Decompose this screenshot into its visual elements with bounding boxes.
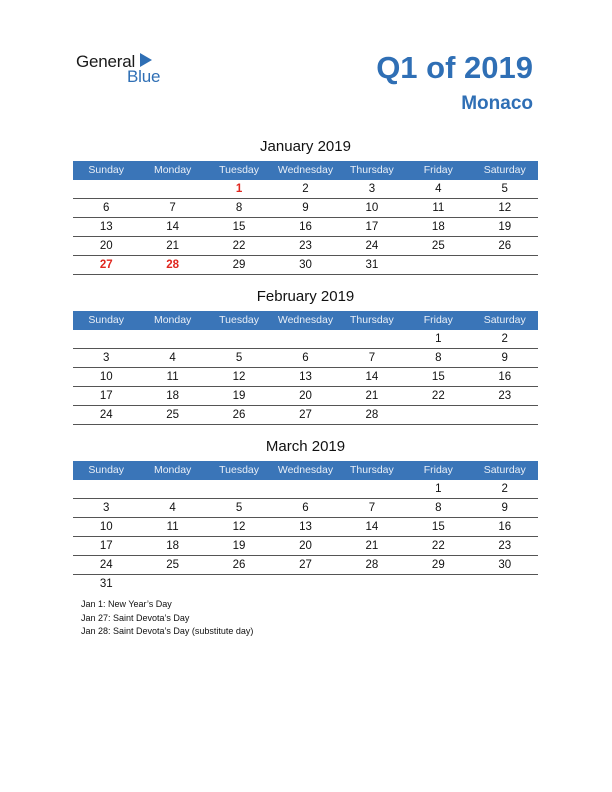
day-cell: 8 bbox=[235, 202, 243, 214]
logo-blue-text: Blue bbox=[127, 67, 161, 86]
day-cell: 24 bbox=[99, 559, 113, 571]
day-cell: 23 bbox=[299, 240, 312, 252]
week-row bbox=[73, 406, 538, 425]
day-cell: 12 bbox=[232, 371, 246, 383]
day-cell: 11 bbox=[166, 521, 179, 533]
day-cell: 23 bbox=[498, 390, 512, 402]
weeks-grid bbox=[73, 330, 538, 425]
week-row bbox=[73, 349, 538, 368]
day-cell: 5 bbox=[501, 183, 508, 195]
day-cell: 20 bbox=[299, 540, 312, 552]
day-cell: 6 bbox=[302, 502, 309, 514]
empty-day-cell bbox=[405, 406, 471, 424]
empty-day-cell bbox=[139, 180, 205, 198]
week-row bbox=[73, 556, 538, 575]
weekday-sunday: Sunday bbox=[88, 314, 125, 326]
weekday-friday: Friday bbox=[423, 164, 453, 176]
day-cell: 21 bbox=[166, 240, 180, 252]
day-cell: 15 bbox=[431, 371, 445, 383]
day-cell: 4 bbox=[169, 352, 176, 364]
weekday-thursday: Thursday bbox=[350, 464, 394, 476]
empty-day-cell bbox=[272, 330, 338, 348]
logo-flag-icon bbox=[140, 53, 152, 67]
weekday-friday: Friday bbox=[423, 314, 453, 326]
empty-day-cell bbox=[472, 575, 538, 593]
day-cell: 10 bbox=[99, 371, 113, 383]
day-cell: 1 bbox=[235, 183, 243, 195]
holiday-note: Jan 27: Saint Devota’s Day bbox=[81, 612, 190, 623]
day-cell: 2 bbox=[501, 333, 508, 345]
day-cell: 29 bbox=[431, 559, 445, 571]
week-row bbox=[73, 499, 538, 518]
week-row bbox=[73, 180, 538, 199]
page-title: Q1 of 2019 bbox=[376, 50, 533, 85]
weekday-sunday: Sunday bbox=[88, 164, 125, 176]
month-march bbox=[73, 437, 538, 593]
day-cell: 23 bbox=[498, 540, 512, 552]
day-cell: 28 bbox=[166, 259, 180, 271]
empty-day-cell bbox=[73, 180, 139, 198]
month-title: March 2019 bbox=[265, 438, 346, 455]
month-title: February 2019 bbox=[256, 288, 355, 305]
day-cell: 19 bbox=[498, 221, 512, 233]
weekday-header bbox=[73, 161, 538, 180]
day-cell: 20 bbox=[99, 240, 113, 252]
day-cell: 10 bbox=[99, 521, 113, 533]
country-title: Monaco bbox=[461, 93, 533, 114]
weekday-tuesday: Tuesday bbox=[219, 164, 259, 176]
day-cell: 8 bbox=[435, 502, 442, 514]
day-cell: 31 bbox=[99, 578, 113, 590]
day-cell: 22 bbox=[232, 240, 246, 252]
empty-day-cell bbox=[73, 330, 139, 348]
month-january bbox=[73, 137, 538, 275]
week-row bbox=[73, 256, 538, 275]
day-cell: 24 bbox=[99, 409, 113, 421]
weekday-wednesday: Wednesday bbox=[277, 464, 334, 476]
empty-day-cell bbox=[472, 406, 538, 424]
empty-day-cell bbox=[405, 575, 471, 593]
weekday-monday: Monday bbox=[153, 314, 192, 326]
empty-day-cell bbox=[139, 480, 205, 498]
empty-day-cell bbox=[339, 480, 405, 498]
day-cell: 27 bbox=[299, 409, 312, 421]
day-cell: 17 bbox=[99, 540, 113, 552]
day-cell: 19 bbox=[232, 540, 246, 552]
empty-day-cell bbox=[272, 480, 338, 498]
weekday-monday: Monday bbox=[153, 164, 192, 176]
weekday-wednesday: Wednesday bbox=[277, 164, 334, 176]
week-row bbox=[73, 330, 538, 349]
day-cell: 1 bbox=[435, 333, 442, 345]
day-cell: 4 bbox=[169, 502, 176, 514]
day-cell: 13 bbox=[299, 371, 312, 383]
day-cell: 26 bbox=[498, 240, 512, 252]
weekday-tuesday: Tuesday bbox=[219, 464, 259, 476]
day-cell: 28 bbox=[365, 559, 379, 571]
day-cell: 11 bbox=[166, 371, 179, 383]
week-row bbox=[73, 237, 538, 256]
empty-day-cell bbox=[206, 330, 272, 348]
week-row bbox=[73, 368, 538, 387]
day-cell: 25 bbox=[166, 559, 180, 571]
day-cell: 16 bbox=[498, 521, 512, 533]
day-cell: 14 bbox=[365, 521, 379, 533]
empty-day-cell bbox=[206, 575, 272, 593]
day-cell: 5 bbox=[235, 352, 243, 364]
weekday-friday: Friday bbox=[423, 464, 453, 476]
day-cell: 25 bbox=[431, 240, 445, 252]
day-cell: 21 bbox=[365, 540, 379, 552]
empty-day-cell bbox=[139, 330, 205, 348]
day-cell: 18 bbox=[166, 390, 180, 402]
logo bbox=[76, 52, 176, 88]
day-cell: 15 bbox=[431, 521, 445, 533]
weekday-saturday: Saturday bbox=[483, 164, 526, 176]
day-cell: 17 bbox=[99, 390, 113, 402]
day-cell: 27 bbox=[99, 259, 113, 271]
day-cell: 22 bbox=[431, 540, 445, 552]
day-cell: 3 bbox=[103, 502, 110, 514]
empty-day-cell bbox=[472, 256, 538, 274]
day-cell: 5 bbox=[235, 502, 243, 514]
day-cell: 10 bbox=[365, 202, 379, 214]
day-cell: 2 bbox=[302, 183, 309, 195]
day-cell: 7 bbox=[169, 202, 176, 214]
logo-general-text: General bbox=[76, 52, 136, 71]
day-cell: 26 bbox=[232, 559, 246, 571]
weekday-saturday: Saturday bbox=[483, 464, 526, 476]
day-cell: 30 bbox=[299, 259, 312, 271]
day-cell: 9 bbox=[501, 352, 508, 364]
day-cell: 13 bbox=[99, 221, 113, 233]
week-row bbox=[73, 387, 538, 406]
empty-day-cell bbox=[272, 575, 338, 593]
day-cell: 20 bbox=[299, 390, 312, 402]
day-cell: 14 bbox=[166, 221, 180, 233]
day-cell: 16 bbox=[498, 371, 512, 383]
day-cell: 12 bbox=[232, 521, 246, 533]
weekday-monday: Monday bbox=[153, 464, 192, 476]
week-row bbox=[73, 480, 538, 499]
day-cell: 9 bbox=[302, 202, 309, 214]
day-cell: 27 bbox=[299, 559, 312, 571]
day-cell: 31 bbox=[365, 259, 379, 271]
day-cell: 24 bbox=[365, 240, 379, 252]
weekday-sunday: Sunday bbox=[88, 464, 125, 476]
weekday-saturday: Saturday bbox=[483, 314, 526, 326]
day-cell: 15 bbox=[232, 221, 246, 233]
day-cell: 2 bbox=[501, 483, 508, 495]
day-cell: 3 bbox=[103, 352, 110, 364]
weeks-grid bbox=[73, 180, 538, 275]
empty-day-cell bbox=[139, 575, 205, 593]
day-cell: 29 bbox=[232, 259, 246, 271]
day-cell: 12 bbox=[498, 202, 512, 214]
week-row bbox=[73, 518, 538, 537]
weekday-thursday: Thursday bbox=[350, 314, 394, 326]
month-title: January 2019 bbox=[260, 138, 351, 155]
holiday-note: Jan 1: New Year’s Day bbox=[81, 599, 172, 609]
weekday-header bbox=[73, 461, 538, 480]
day-cell: 18 bbox=[431, 221, 445, 233]
empty-day-cell bbox=[73, 480, 139, 498]
holiday-notes bbox=[81, 598, 253, 639]
day-cell: 30 bbox=[498, 559, 512, 571]
day-cell: 22 bbox=[431, 390, 445, 402]
day-cell: 9 bbox=[501, 502, 508, 514]
day-cell: 18 bbox=[166, 540, 180, 552]
day-cell: 6 bbox=[302, 352, 309, 364]
day-cell: 25 bbox=[166, 409, 180, 421]
empty-day-cell bbox=[405, 256, 471, 274]
weeks-grid bbox=[73, 480, 538, 593]
weekday-wednesday: Wednesday bbox=[277, 314, 334, 326]
day-cell: 28 bbox=[365, 409, 379, 421]
month-february bbox=[73, 287, 538, 425]
day-cell: 19 bbox=[232, 390, 246, 402]
week-row bbox=[73, 199, 538, 218]
weekday-thursday: Thursday bbox=[350, 164, 394, 176]
day-cell: 8 bbox=[435, 352, 442, 364]
day-cell: 26 bbox=[232, 409, 246, 421]
day-cell: 4 bbox=[435, 183, 442, 195]
day-cell: 6 bbox=[103, 202, 110, 214]
empty-day-cell bbox=[206, 480, 272, 498]
holiday-note: Jan 28: Saint Devota’s Day (substitute day) bbox=[81, 626, 254, 636]
week-row bbox=[73, 537, 538, 556]
day-cell: 21 bbox=[365, 390, 379, 402]
day-cell: 14 bbox=[365, 371, 379, 383]
day-cell: 11 bbox=[432, 202, 445, 214]
week-row bbox=[73, 575, 538, 593]
day-cell: 7 bbox=[368, 502, 376, 514]
weekday-tuesday: Tuesday bbox=[219, 314, 259, 326]
day-cell: 1 bbox=[435, 483, 442, 495]
day-cell: 13 bbox=[299, 521, 312, 533]
week-row bbox=[73, 218, 538, 237]
day-cell: 7 bbox=[368, 352, 376, 364]
weekday-header bbox=[73, 311, 538, 330]
empty-day-cell bbox=[339, 575, 405, 593]
day-cell: 3 bbox=[368, 183, 376, 195]
day-cell: 17 bbox=[365, 221, 379, 233]
empty-day-cell bbox=[339, 330, 405, 348]
day-cell: 16 bbox=[299, 221, 312, 233]
